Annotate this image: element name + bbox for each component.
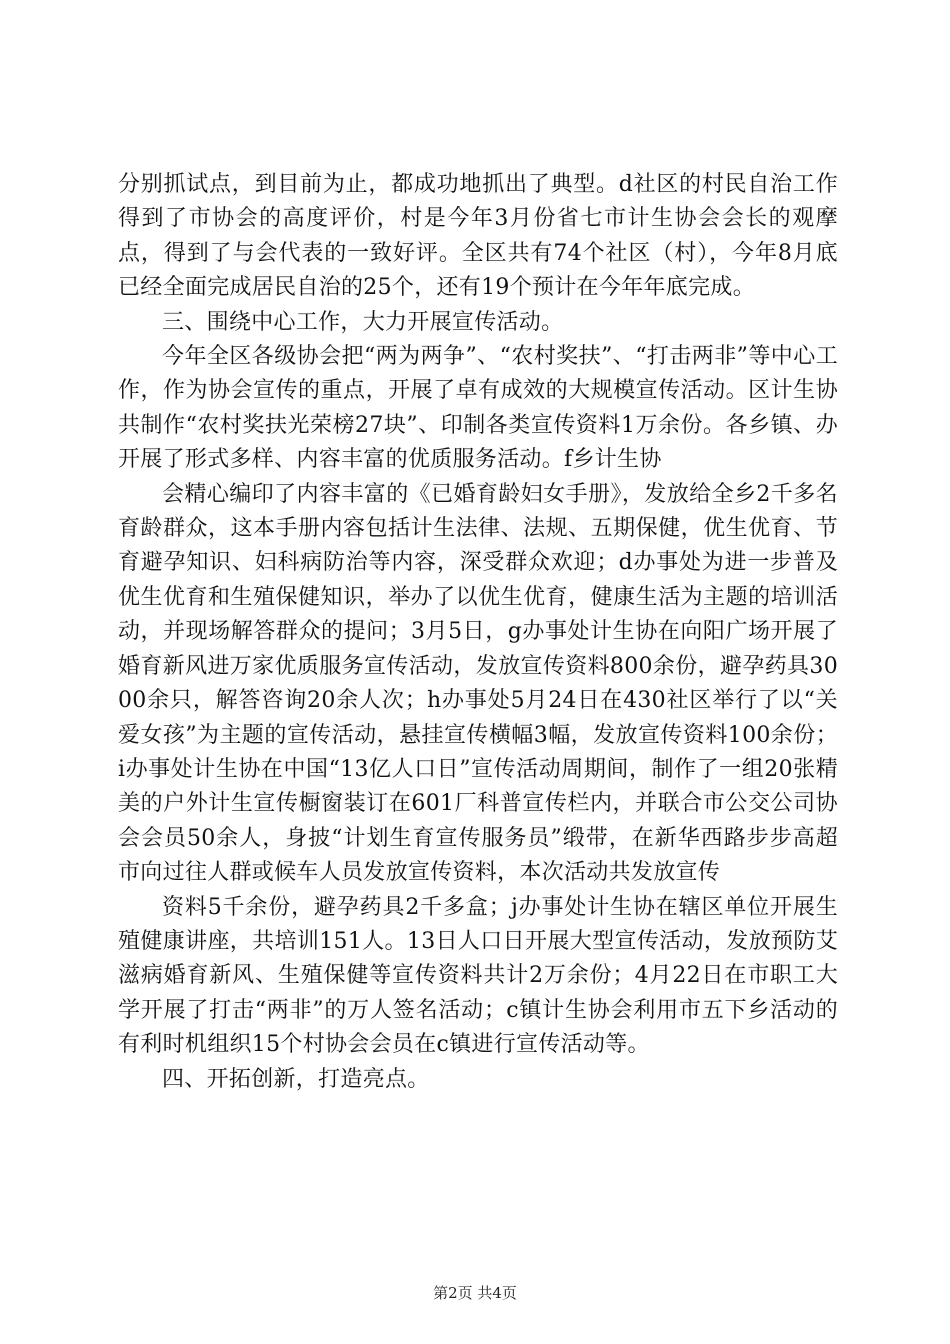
document-body	[118, 168, 838, 1097]
paragraph-publicity-activities: 会精心编印了内容丰富的《已婚育龄妇女手册》，发放给全乡2千多名育龄群众，这本手册内容包括计生法律、法规、五期保健，优生优育、节育避孕知识、妇科病防治等内容，深受群众欢迎；d办事处为进一步普及优生优育和生殖保健知识，举办了以优生优育，健康生活为主题的培训活动，并现场解答群众的提问；3月5日，g办事处计生协在向阳广场开展了婚育新风进万家优质服务宣传活动，发放宣传资料800余份，避孕药具3000余只，解答咨询20余人次；h办事处5月24日在430社区举行了以“关爱女孩”为主题的宣传活动，悬挂宣传横幅3幅，发放宣传资料100余份；i办事处计生协在中国“13亿人口日”宣传活动周期间，制作了一组20张精美的户外计生宣传橱窗装订在601厂科普宣传栏内，并联合市公交公司协会会员50余人，身披“计划生育宣传服务员”缎带，在新华西路步步高超市向过往人群或候车人员发放宣传资料，本次活动共发放宣传	[118, 481, 838, 886]
paragraph-publicity-overview: 今年全区各级协会把“两为两争”、“农村奖扶”、“打击两非”等中心工作，作为协会宣传的重点，开展了卓有成效的大规模宣传活动。区计生协共制作“农村奖扶光荣榜27块”、印制各类宣传资料1万余份。各乡镇、办开展了形式多样、内容丰富的优质服务活动。f乡计生协	[118, 344, 838, 473]
paragraph-continuation: 分别抓试点，到目前为止，都成功地抓出了典型。d社区的村民自治工作得到了市协会的高度评价，村是今年3月份省七市计生协会会长的观摩点，得到了与会代表的一致好评。全区共有74个社区（村），今年8月底已经全面完成居民自治的25个，还有19个预计在今年年底完成。	[118, 172, 838, 301]
section-heading-three: 三、围绕中心工作，大力开展宣传活动。	[162, 309, 564, 335]
paragraph-publicity-materials: 资料5千余份，避孕药具2千多盒；j办事处计生协在辖区单位开展生殖健康讲座，共培训151人。13日人口日开展大型宣传活动，发放预防艾滋病婚育新风、生殖保健等宣传资料共计2万余份；4月22日在市职工大学开展了打击“两非”的万人签名活动；c镇计生协会利用市五下乡活动的有利时机组织15个村协会会员在c镇进行宣传活动等。	[118, 894, 838, 1058]
section-heading-four: 四、开拓创新，打造亮点。	[162, 1066, 430, 1092]
page-footer: 第2页 共4页	[433, 1284, 517, 1302]
